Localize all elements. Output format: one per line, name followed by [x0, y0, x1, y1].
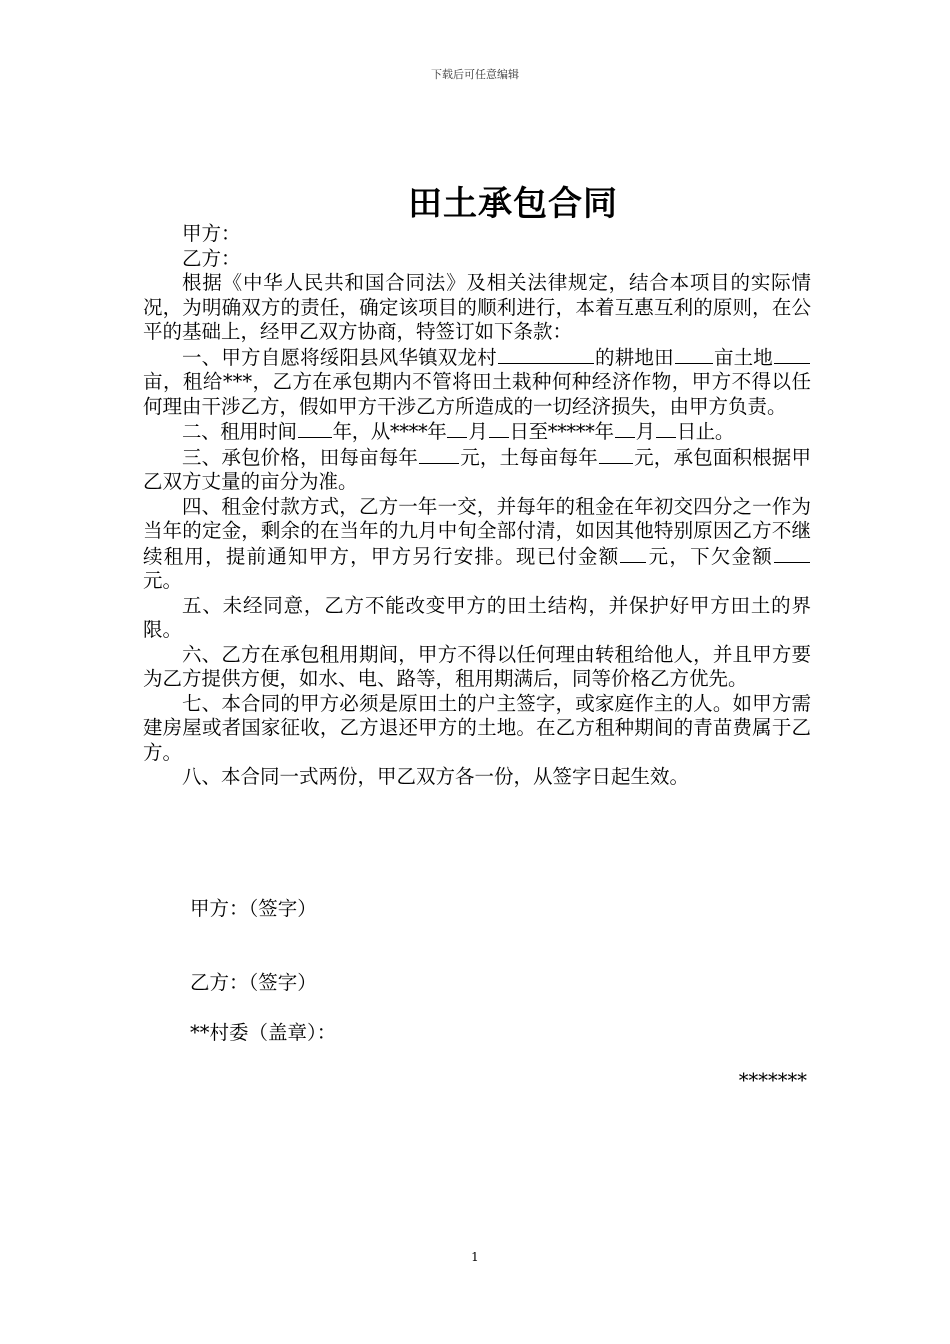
- party-b-line: 乙方：: [182, 246, 241, 270]
- blank-field: [656, 419, 676, 438]
- party-b-signature: 乙方：（签字）: [190, 971, 317, 994]
- blank-field: [447, 419, 467, 438]
- clause-8: 八、本合同一式两份，甲乙双方各一份，从签字日起生效。: [182, 765, 690, 788]
- blank-field: [774, 544, 810, 563]
- clause-5: 五、未经同意，乙方不能改变甲方的田土结构，并保护好甲方田土的界限。: [143, 593, 811, 641]
- blank-field: [620, 544, 646, 563]
- village-committee-seal: **村委（盖章）：: [190, 1021, 337, 1044]
- contract-body: [143, 222, 811, 790]
- clause-4: 四、租金付款方式，乙方一年一交，并每年的租金在年初交四分之一作为当年的定金，剩余的在当年的九月中旬全部付清，如因其他特别原因乙方不继续租用，提前通知甲方，甲方另行安排。现已付金额 元，下欠金额元。: [143, 494, 811, 592]
- blank-field: [419, 445, 459, 464]
- blank-field: [675, 345, 713, 364]
- blank-field: [599, 445, 633, 464]
- party-a-line: 甲方：: [182, 222, 241, 245]
- blank-field: [498, 345, 594, 364]
- intro-paragraph: 根据《中华人民共和国合同法》及相关法律规定，结合本项目的实际情况，为明确双方的责任，确定该项目的顺利进行，本着互惠互利的原则，在公平的基础上，经甲乙双方协商，特签订如下条款：: [143, 271, 811, 343]
- clause-6: 六、乙方在承包租用期间，甲方不得以任何理由转租给他人，并且甲方要为乙方提供方便，如水、电、路等，租用期满后，同等价格乙方优先。: [143, 642, 811, 690]
- clause-2: 二、租用时间 年，从****年 月 日至*****年 月 日止。: [182, 420, 735, 443]
- closing-stars: *******: [738, 1069, 807, 1092]
- header-note: 下载后可任意编辑: [431, 68, 519, 81]
- blank-field: [489, 419, 509, 438]
- clause-1: 一、甲方自愿将绥阳县风华镇双龙村 的耕地田 亩土地亩，租给***，乙方在承包期内不管将田土栽种何种经济作物，甲方不得以任何理由干涉乙方，假如甲方干涉乙方所造成的一切经济损失，由甲方负责。: [143, 345, 811, 418]
- blank-field: [615, 419, 635, 438]
- document-title: 田土承包合同: [408, 184, 618, 224]
- page-number: 1: [471, 1250, 479, 1264]
- party-a-signature: 甲方：（签字）: [190, 897, 317, 920]
- blank-field: [774, 345, 810, 364]
- clause-3: 三、承包价格，田每亩每年 元，土每亩每年 元，承包面积根据甲乙双方丈量的亩分为准。: [143, 445, 811, 493]
- blank-field: [298, 419, 332, 438]
- clause-7: 七、本合同的甲方必须是原田土的户主签字，或家庭作主的人。如甲方需建房屋或者国家征收，乙方退还甲方的土地。在乙方租种期间的青苗费属于乙方。: [143, 691, 811, 764]
